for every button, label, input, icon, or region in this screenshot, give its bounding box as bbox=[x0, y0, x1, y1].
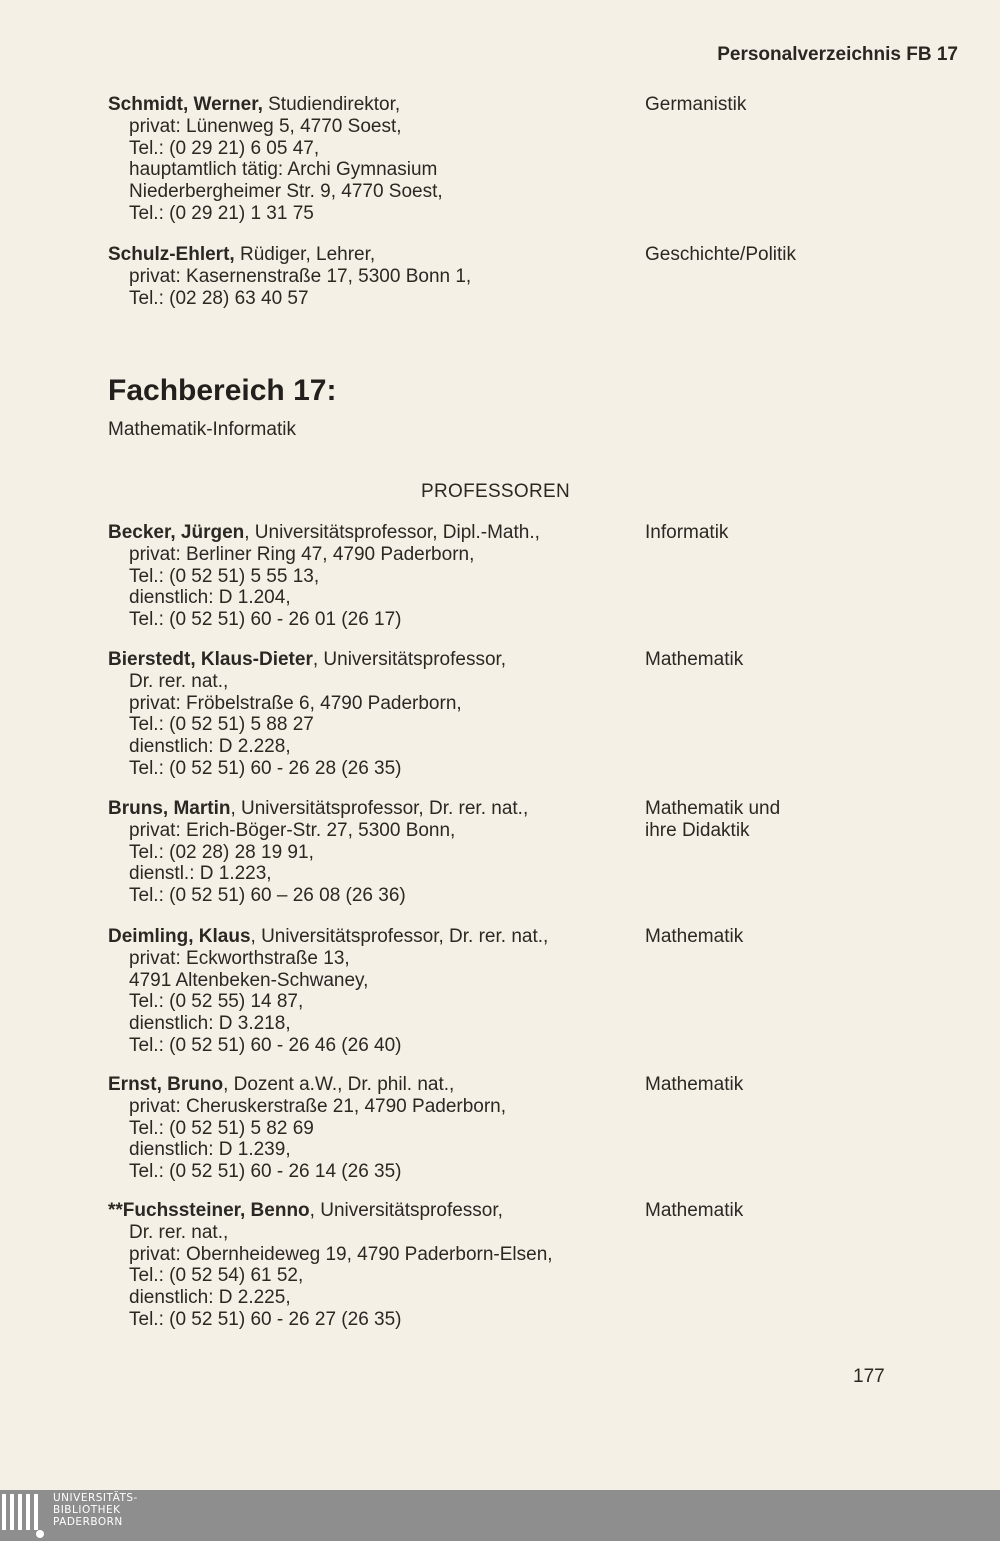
entry-line: Tel.: (0 52 51) 5 82 69 bbox=[129, 1117, 314, 1139]
entry-becker bbox=[108, 522, 968, 631]
section-title: Fachbereich 17: bbox=[108, 374, 337, 407]
entry-line: Dr. rer. nat., bbox=[129, 1221, 229, 1243]
entry-line: privat: Berliner Ring 47, 4790 Paderborn, bbox=[129, 543, 475, 565]
library-logo-icon bbox=[2, 1494, 38, 1530]
entry-name: Becker, Jürgen bbox=[108, 522, 245, 543]
entry-title: , Dozent a.W., Dr. phil. nat., bbox=[223, 1074, 455, 1095]
running-head: Personalverzeichnis FB 17 bbox=[717, 44, 958, 65]
entry-name: Bierstedt, Klaus-Dieter bbox=[108, 649, 313, 670]
entry-field bbox=[645, 649, 945, 671]
entry-line: Tel.: (0 52 51) 60 - 26 27 (26 35) bbox=[129, 1308, 402, 1330]
entry-line: Tel.: (0 52 51) 5 88 27 bbox=[129, 714, 314, 736]
entry-line: Tel.: (0 52 51) 60 - 26 46 (26 40) bbox=[129, 1034, 402, 1056]
entry-deimling bbox=[108, 926, 968, 1057]
field-label: Mathematik bbox=[645, 1074, 744, 1095]
entry-line: Tel.: (0 52 54) 61 52, bbox=[129, 1265, 304, 1287]
logo-line: PADERBORN bbox=[53, 1516, 123, 1528]
entry-fuchssteiner bbox=[108, 1200, 968, 1331]
entry-line: Tel.: (0 29 21) 6 05 47, bbox=[129, 137, 320, 159]
logo-line: BIBLIOTHEK bbox=[53, 1504, 121, 1516]
logo-line: UNIVERSITÄTS- bbox=[53, 1492, 138, 1504]
entry-title: , Universitätsprofessor, Dr. rer. nat., bbox=[230, 798, 529, 819]
entry-line: Tel.: (0 29 21) 1 31 75 bbox=[129, 202, 314, 224]
entry-line: privat: Fröbelstraße 6, 4790 Paderborn, bbox=[129, 692, 462, 714]
entry-bierstedt bbox=[108, 649, 968, 780]
entry-title: Studiendirektor, bbox=[262, 94, 401, 115]
entry-line: Dr. rer. nat., bbox=[129, 670, 229, 692]
entry-name: Schmidt, Werner, bbox=[108, 94, 263, 115]
entry-line: privat: Obernheideweg 19, 4790 Paderborn-Elsen, bbox=[129, 1243, 553, 1265]
field-label: Geschichte/Politik bbox=[645, 244, 797, 265]
entry-title: , Universitätsprofessor, bbox=[312, 649, 507, 670]
entry-name: Deimling, Klaus bbox=[108, 926, 251, 947]
entry-field bbox=[645, 926, 945, 948]
entry-line: hauptamtlich tätig: Archi Gymnasium bbox=[129, 159, 438, 181]
entry-line: privat: Erich-Böger-Str. 27, 5300 Bonn, bbox=[129, 819, 456, 841]
entry-line: Tel.: (0 52 51) 60 – 26 08 (26 36) bbox=[129, 885, 406, 907]
field-label: Mathematik bbox=[645, 649, 744, 670]
entry-title: Rüdiger, Lehrer, bbox=[234, 244, 376, 265]
entry-schmidt bbox=[108, 94, 968, 225]
field-label: Mathematik und bbox=[645, 798, 781, 819]
entry-line: dienstlich: D 2.225, bbox=[129, 1287, 291, 1309]
entry-line: Tel.: (02 28) 28 19 91, bbox=[129, 841, 314, 863]
section-subtitle: Mathematik-Informatik bbox=[108, 419, 296, 440]
entry-line: privat: Lünenweg 5, 4770 Soest, bbox=[129, 115, 402, 137]
entry-line: Tel.: (0 52 55) 14 87, bbox=[129, 991, 304, 1013]
entry-title: , Universitätsprofessor, Dipl.-Math., bbox=[244, 522, 540, 543]
library-footer-bar bbox=[0, 1490, 1000, 1541]
entry-line: privat: Cheruskerstraße 21, 4790 Paderborn, bbox=[129, 1095, 507, 1117]
entry-line: Tel.: (0 52 51) 60 - 26 01 (26 17) bbox=[129, 609, 402, 631]
entry-name: **Fuchssteiner, Benno bbox=[108, 1200, 310, 1221]
entry-title: , Universitätsprofessor, Dr. rer. nat., bbox=[250, 926, 549, 947]
entry-field bbox=[645, 1200, 945, 1222]
entry-schulz-ehlert bbox=[108, 244, 968, 309]
entry-line: dienstlich: D 1.239, bbox=[129, 1139, 291, 1161]
entry-line: Tel.: (0 52 51) 60 - 26 14 (26 35) bbox=[129, 1161, 402, 1183]
entry-name: Schulz-Ehlert, bbox=[108, 244, 235, 265]
entry-line: privat: Kasernenstraße 17, 5300 Bonn 1, bbox=[129, 265, 472, 287]
entry-line: dienstlich: D 2.228, bbox=[129, 736, 291, 758]
entry-ernst bbox=[108, 1074, 968, 1183]
entry-field bbox=[645, 94, 945, 116]
page-number: 177 bbox=[853, 1366, 885, 1387]
entry-field bbox=[645, 244, 945, 266]
logo-dot-icon bbox=[36, 1530, 44, 1538]
entry-line: 4791 Altenbeken-Schwaney, bbox=[129, 969, 369, 991]
entry-line: Tel.: (0 52 51) 5 55 13, bbox=[129, 565, 320, 587]
entry-field bbox=[645, 798, 945, 842]
entry-name: Bruns, Martin bbox=[108, 798, 231, 819]
entry-line: Tel.: (02 28) 63 40 57 bbox=[129, 287, 309, 309]
entry-line: privat: Eckworthstraße 13, bbox=[129, 947, 350, 969]
field-label: Mathematik bbox=[645, 1200, 744, 1221]
entry-line: dienstlich: D 1.204, bbox=[129, 587, 291, 609]
field-label: Germanistik bbox=[645, 94, 747, 115]
field-label: Informatik bbox=[645, 522, 729, 543]
entry-line: dienstl.: D 1.223, bbox=[129, 863, 272, 885]
entry-name: Ernst, Bruno bbox=[108, 1074, 224, 1095]
entry-line: dienstlich: D 3.218, bbox=[129, 1013, 291, 1035]
group-heading: PROFESSOREN bbox=[421, 481, 570, 502]
entry-bruns bbox=[108, 798, 968, 907]
field-label: ihre Didaktik bbox=[645, 819, 750, 841]
entry-title: , Universitätsprofessor, bbox=[309, 1200, 503, 1221]
entry-field bbox=[645, 522, 945, 544]
field-label: Mathematik bbox=[645, 926, 744, 947]
library-logo-text bbox=[53, 1492, 138, 1528]
entry-field bbox=[645, 1074, 945, 1096]
entry-line: Tel.: (0 52 51) 60 - 26 28 (26 35) bbox=[129, 757, 402, 779]
entry-line: Niederbergheimer Str. 9, 4770 Soest, bbox=[129, 181, 443, 203]
